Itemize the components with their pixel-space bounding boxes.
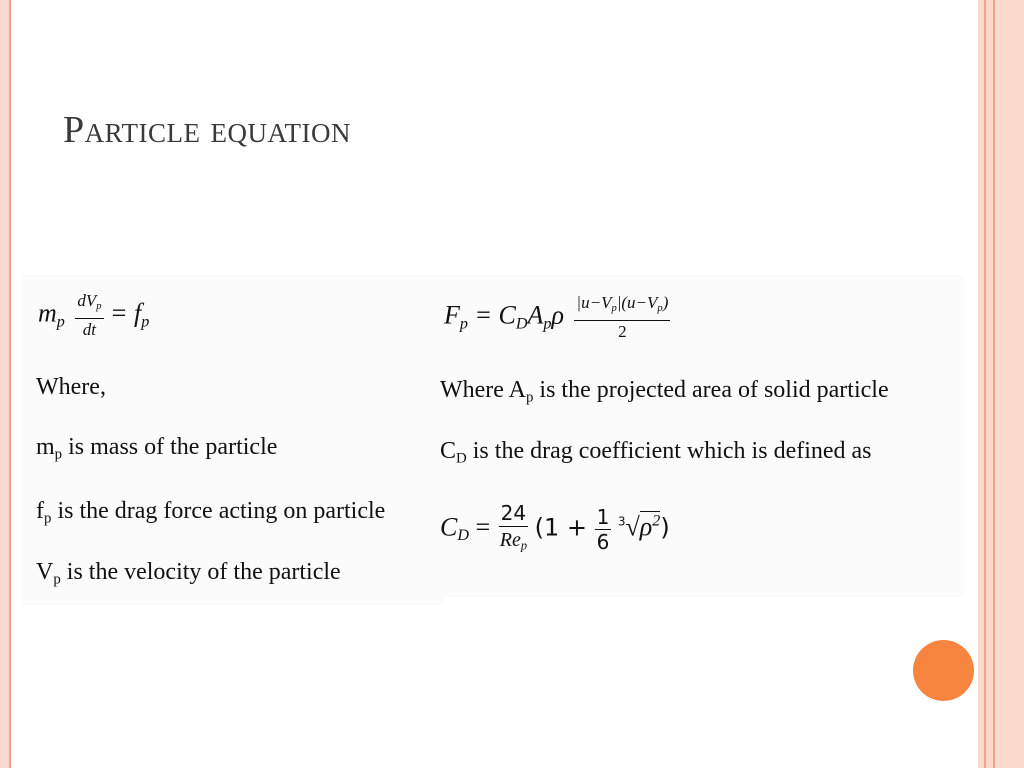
momentum-equation: $m_p$ $\frac{dV_p}{dt}$ = $f_p$: [38, 291, 150, 340]
velocity-definition: $V_p$ is the velocity of the particle: [36, 559, 341, 588]
where-label: Where,: [36, 374, 106, 400]
projected-area-definition: Where $A_p$ is the projected area of solid particle: [440, 377, 889, 406]
left-decor-line: [9, 0, 11, 768]
mass-definition: $m_p$ is mass of the particle: [36, 434, 278, 463]
slide-title: Particle equation: [63, 109, 351, 151]
drag-force-definition: $f_p$ is the drag force acting on particle: [36, 498, 386, 527]
drag-force-equation: $F_p = C_DA_p\rho$ $\frac{|u-V_p|(u-V_p)}{2}$: [444, 293, 669, 342]
drag-coefficient-definition: $C_D$ is the drag coefficient which is defined as: [440, 438, 872, 467]
drag-coefficient-equation: $C_D$ = $\frac{24}{Re_p}$ (1 + $\frac{1}{6}$ $^3√\rho^2$): [440, 501, 670, 554]
right-decor-bars: [978, 0, 1024, 768]
accent-circle: [913, 640, 974, 701]
left-decor-bar: [0, 0, 9, 768]
